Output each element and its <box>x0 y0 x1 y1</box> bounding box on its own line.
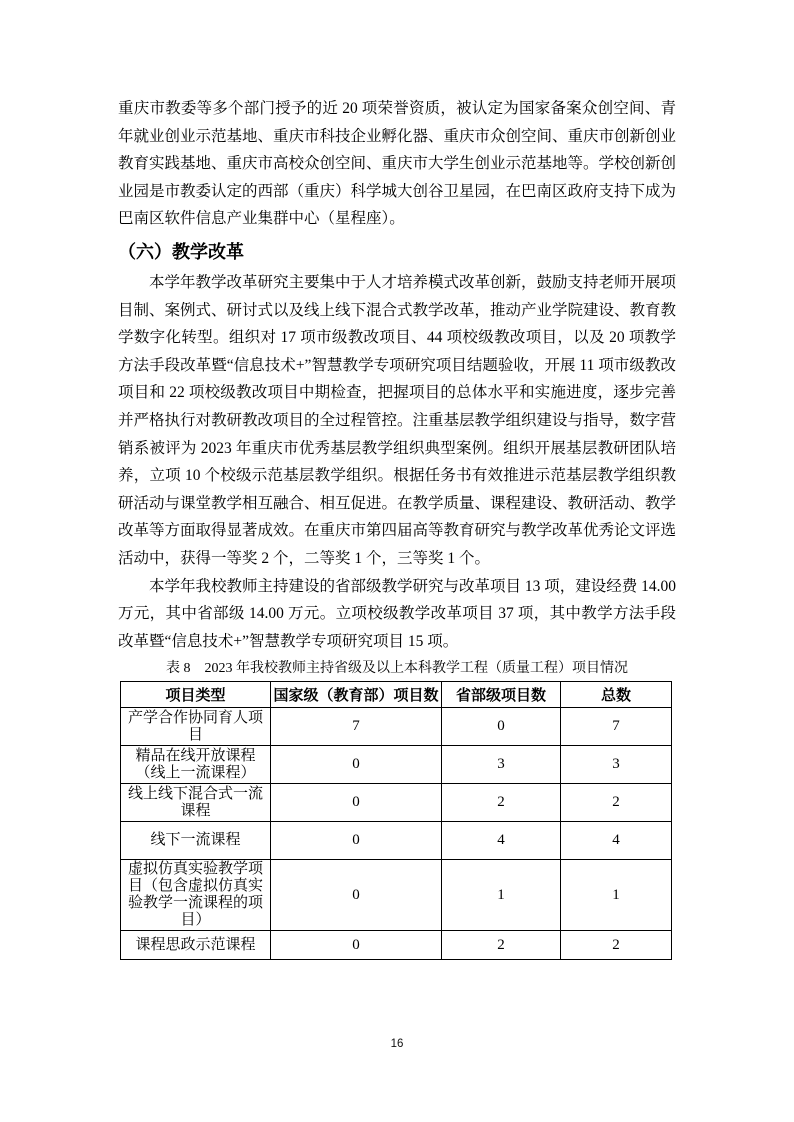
cell-national-count: 7 <box>271 708 442 746</box>
header-project-type: 项目类型 <box>121 682 271 708</box>
header-national-count: 国家级（教育部）项目数 <box>271 682 442 708</box>
cell-project-type: 线上线下混合式一流课程 <box>121 784 271 822</box>
cell-provincial-count: 0 <box>442 708 561 746</box>
table-header-row <box>121 682 672 708</box>
cell-project-type: 线下一流课程 <box>121 822 271 860</box>
page-number: 16 <box>390 1038 404 1050</box>
cell-national-count: 0 <box>271 860 442 931</box>
paragraph-project-funding: 本学年我校教师主持建设的省部级教学研究与改革项目 13 项，建设经费 14.00 万元，其中省部级 14.00 万元。立项校级教学改革项目 37 项，其中教学方法手段改革暨“信息技术+”智慧教学专项研究项目 15 项。 <box>118 577 677 650</box>
cell-total: 7 <box>561 708 672 746</box>
header-total: 总数 <box>561 682 672 708</box>
cell-total: 1 <box>561 860 672 931</box>
section-heading-teaching-reform: （六）教学改革 <box>118 241 244 262</box>
cell-national-count: 0 <box>271 746 442 784</box>
quality-projects-table <box>120 681 672 960</box>
table-caption: 表 8 2023 年我校教师主持省级及以上本科教学工程（质量工程）项目情况 <box>166 661 628 677</box>
header-provincial-count: 省部级项目数 <box>442 682 561 708</box>
table-row <box>121 860 672 931</box>
cell-total: 4 <box>561 822 672 860</box>
table-row <box>121 784 672 822</box>
cell-national-count: 0 <box>271 822 442 860</box>
cell-total: 2 <box>561 784 672 822</box>
cell-provincial-count: 3 <box>442 746 561 784</box>
cell-provincial-count: 1 <box>442 860 561 931</box>
cell-total: 2 <box>561 931 672 960</box>
paragraph-teaching-reform: 本学年教学改革研究主要集中于人才培养模式改革创新，鼓励支持老师开展项目制、案例式、研讨式以及线上线下混合式教学改革，推动产业学院建设、教育教学数字化转型。组织对 17 项市级教改项目、44 项校级教改项目，以及 20 项教学方法手段改革暨“信息技术+”智慧教学专项研究项目结题验收，开展 11 项市级教改项目和 22 项校级教改项目中期检查，把握项目的总体水平和实施进度，逐步完善并严格执行对教研教改项目的全过程管控。注重基层教学组织建设与指导，数字营销系被评为 2023 年重庆市优秀基层教学组织典型案例。组织开展基层教研团队培养，立项 10 个校级示范基层教学组织。根据任务书有效推进示范基层教学组织教研活动与课堂教学相互融合、相互促进。在教学质量、课程建设、教研活动、教学改革等方面取得显著成效。在重庆市第四届高等教育研究与教学改革优秀论文评选活动中，获得一等奖 2 个，二等奖 1 个，三等奖 1 个。 <box>118 273 677 567</box>
table-row <box>121 822 672 860</box>
table-row <box>121 931 672 960</box>
cell-national-count: 0 <box>271 784 442 822</box>
cell-project-type: 产学合作协同育人项目 <box>121 708 271 746</box>
cell-project-type: 课程思政示范课程 <box>121 931 271 960</box>
table-row <box>121 746 672 784</box>
cell-total: 3 <box>561 746 672 784</box>
paragraph-honors: 重庆市教委等多个部门授予的近 20 项荣誉资质，被认定为国家备案众创空间、青年就业创业示范基地、重庆市科技企业孵化器、重庆市众创空间、重庆市创新创业教育实践基地、重庆市高校众创空间、重庆市大学生创业示范基地等。学校创新创业园是市教委认定的西部（重庆）科学城大创谷卫星园，在巴南区政府支持下成为巴南区软件信息产业集群中心（星程座）。 <box>118 100 677 228</box>
cell-provincial-count: 2 <box>442 931 561 960</box>
cell-project-type: 精品在线开放课程（线上一流课程） <box>121 746 271 784</box>
cell-provincial-count: 4 <box>442 822 561 860</box>
cell-provincial-count: 2 <box>442 784 561 822</box>
cell-project-type: 虚拟仿真实验教学项目（包含虚拟仿真实验教学一流课程的项目） <box>121 860 271 931</box>
cell-national-count: 0 <box>271 931 442 960</box>
table-row <box>121 708 672 746</box>
